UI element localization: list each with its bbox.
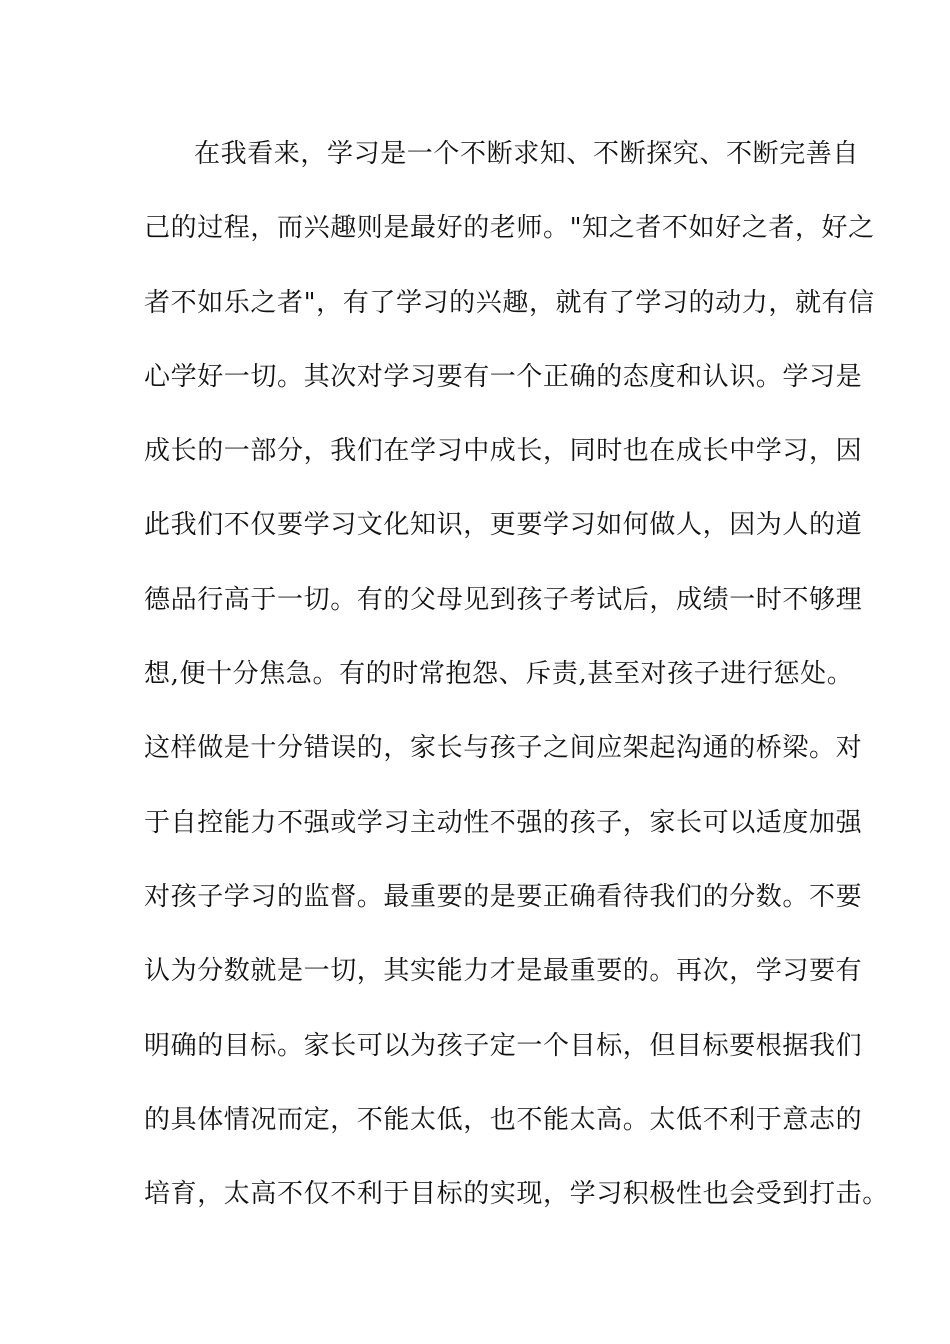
paragraph-line-7: 德品行高于一切。有的父母见到孩子考试后，成绩一时不够理 [144, 584, 863, 615]
paragraph-line-2: 己的过程，而兴趣则是最好的老师。"知之者不如好之者，好之 [144, 213, 875, 244]
paragraph-line-4: 心学好一切。其次对学习要有一个正确的态度和认识。学习是 [144, 361, 863, 392]
paragraph-line-3: 者不如乐之者"，有了学习的兴趣，就有了学习的动力，就有信 [144, 287, 875, 318]
paragraph-line-9: 这样做是十分错误的，家长与孩子之间应架起沟通的桥梁。对 [144, 733, 863, 764]
paragraph-line-11: 对孩子学习的监督。最重要的是要正确看待我们的分数。不要 [144, 881, 863, 912]
paragraph-line-1: 在我看来，学习是一个不断求知、不断探究、不断完善自 [194, 139, 860, 169]
paragraph-line-12: 认为分数就是一切，其实能力才是最重要的。再次，学习要有 [144, 956, 863, 987]
body-paragraph [144, 134, 889, 1248]
paragraph-line-15: 培育，太高不仅不利于目标的实现，学习积极性也会受到打击。 [144, 1179, 889, 1210]
paragraph-line-8: 想,便十分焦急。有的时常抱怨、斥责,甚至对孩子进行惩处。 [144, 659, 854, 690]
paragraph-line-6: 此我们不仅要学习文化知识，更要学习如何做人，因为人的道 [144, 510, 863, 541]
paragraph-line-13: 明确的目标。家长可以为孩子定一个目标，但目标要根据我们 [144, 1030, 863, 1061]
paragraph-line-10: 于自控能力不强或学习主动性不强的孩子，家长可以适度加强 [144, 807, 863, 838]
paragraph-line-14: 的具体情况而定，不能太低，也不能太高。太低不利于意志的 [144, 1104, 863, 1135]
paragraph-line-5: 成长的一部分，我们在学习中成长，同时也在成长中学习，因 [144, 436, 863, 467]
